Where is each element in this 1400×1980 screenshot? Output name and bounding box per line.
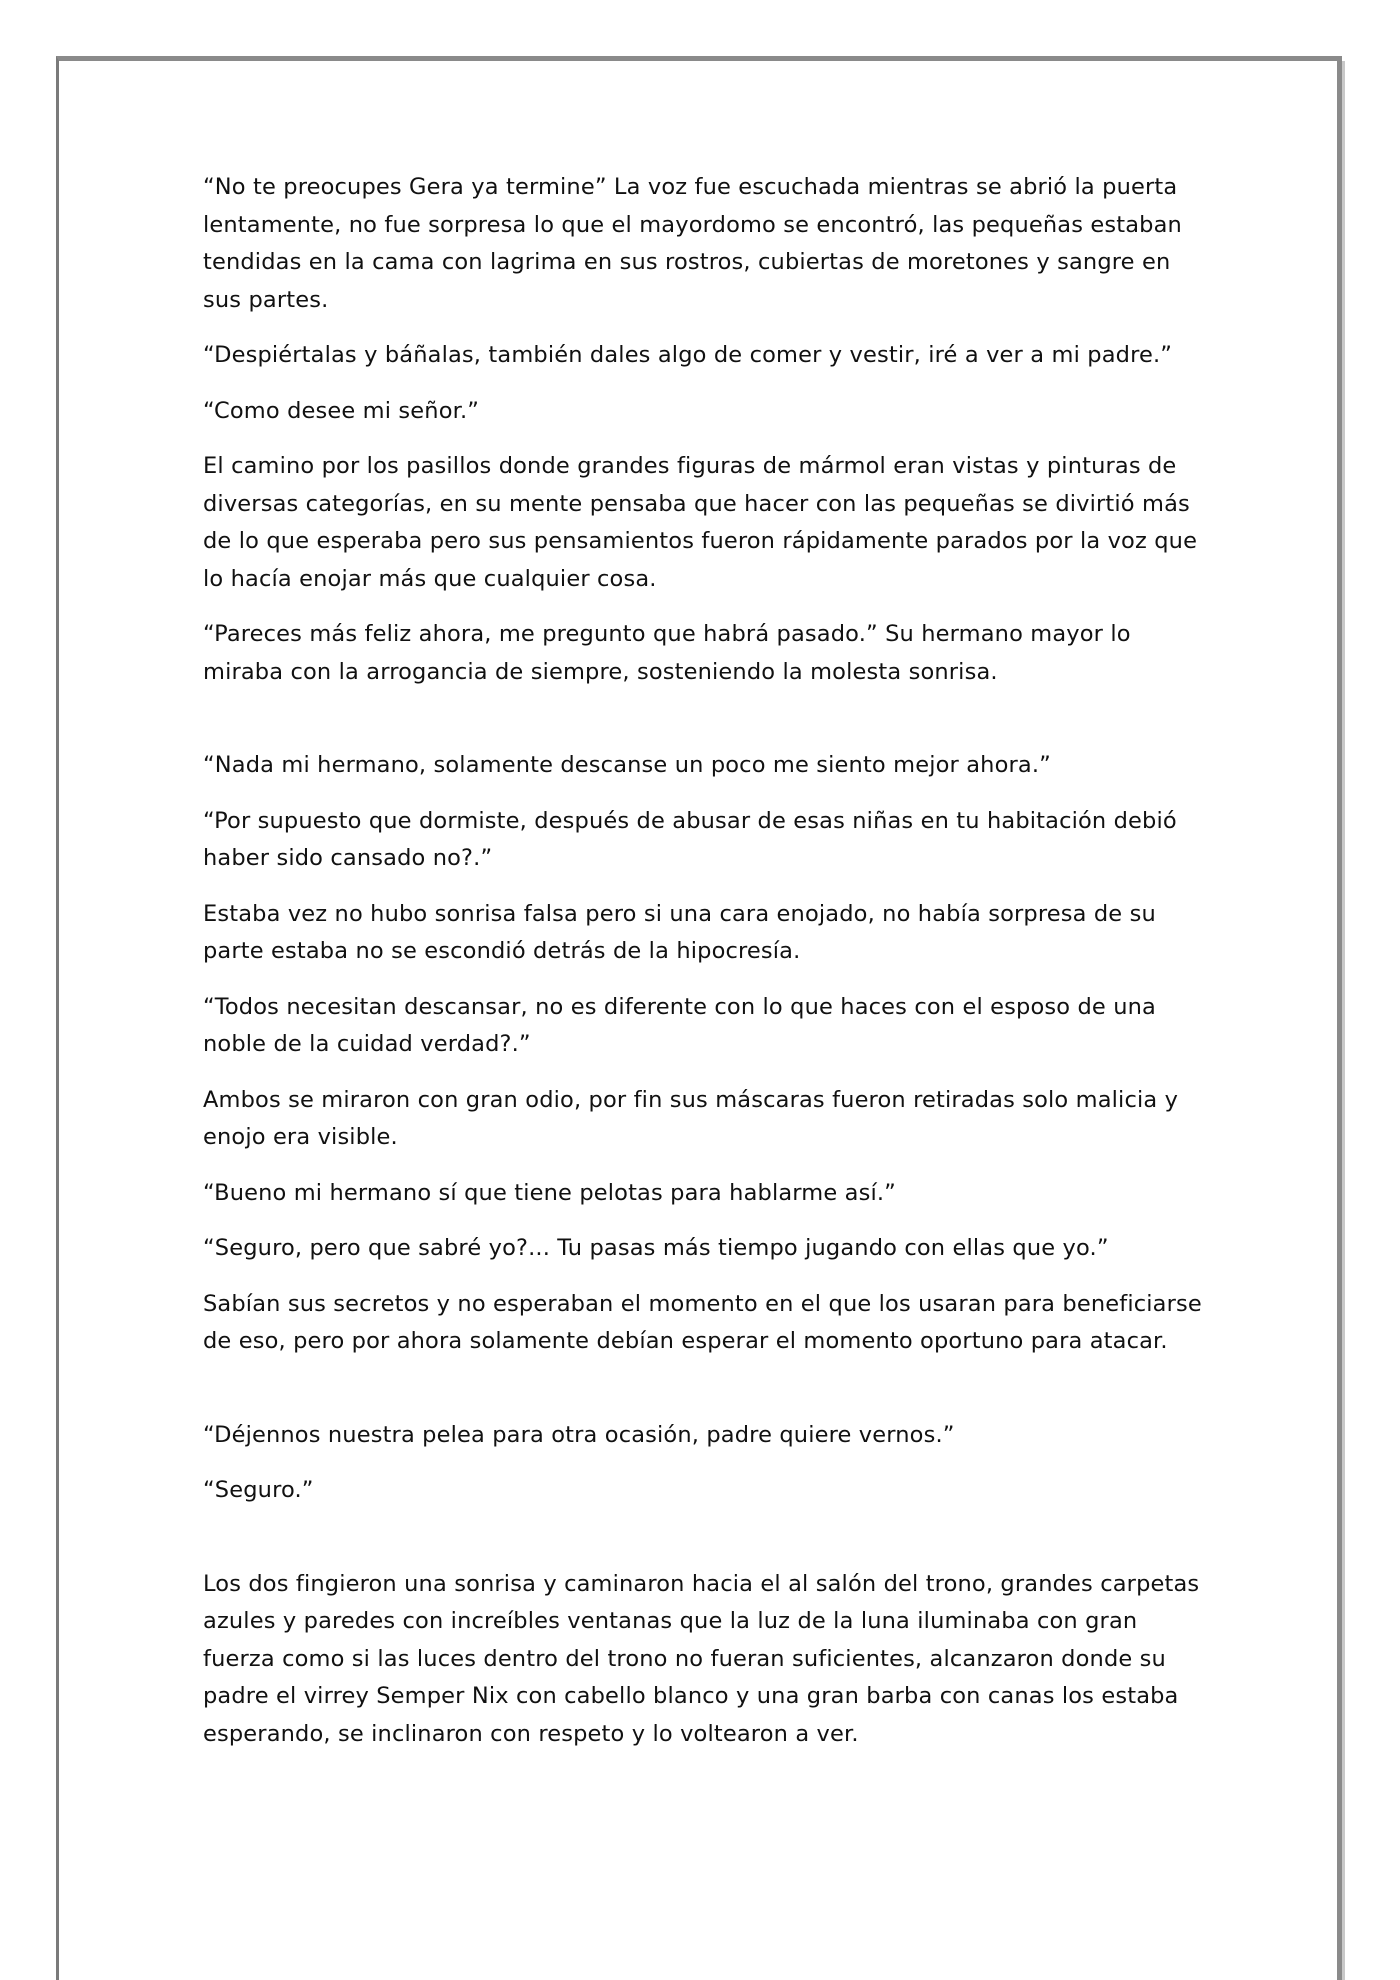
- paragraph: “Seguro.”: [203, 1477, 314, 1503]
- paragraph: Estaba vez no hubo sonrisa falsa pero si una cara enojado, no había sorpresa de su parte estaba no se escondió detrás de la hipocresía.: [203, 900, 1156, 964]
- paragraph: “Todos necesitan descansar, no es diferente con lo que haces con el esposo de una noble de la cuidad verdad?.”: [203, 993, 1156, 1057]
- document-page: [56, 56, 1342, 1980]
- paragraph: Sabían sus secretos y no esperaban el momento en el que los usaran para beneficiarse de eso, pero por ahora solamente debían esperar el momento oportuno para atacar.: [203, 1290, 1202, 1354]
- paragraph: El camino por los pasillos donde grandes figuras de mármol eran vistas y pinturas de diversas categorías, en su mente pensaba que hacer con las pequeñas se divirtió más de lo que esperaba pero sus pensamientos fueron rápidamente parados por la voz que lo hacía enojar más que cualquier cosa.: [203, 453, 1198, 592]
- paragraph: “No te preocupes Gera ya termine” La voz fue escuchada mientras se abrió la puerta lentamente, no fue sorpresa lo que el mayordomo se encontró, las pequeñas estaban tendidas en la cama con lagrima en sus rostros, cubiertas de moretones y sangre en sus partes.: [203, 174, 1182, 313]
- paragraph: “Nada mi hermano, solamente descanse un poco me siento mejor ahora.”: [203, 752, 1051, 778]
- document-body: [203, 169, 1213, 1771]
- paragraph: “Seguro, pero que sabré yo?... Tu pasas más tiempo jugando con ellas que yo.”: [203, 1235, 1109, 1261]
- paragraph: “Pareces más feliz ahora, me pregunto que habrá pasado.” Su hermano mayor lo miraba con la arrogancia de siempre, sosteniendo la molesta sonrisa.: [203, 621, 1131, 685]
- paragraph: “Como desee mi señor.”: [203, 397, 480, 424]
- paragraph: “Despiértalas y báñalas, también dales algo de comer y vestir, iré a ver a mi padre.”: [203, 342, 1173, 368]
- paragraph: Ambos se miraron con gran odio, por fin sus máscaras fueron retiradas solo malicia y enojo era visible.: [203, 1086, 1179, 1150]
- paragraph: “Bueno mi hermano sí que tiene pelotas para hablarme así.”: [203, 1179, 896, 1206]
- paragraph: “Déjennos nuestra pelea para otra ocasión, padre quiere vernos.”: [203, 1421, 955, 1448]
- paragraph: “Por supuesto que dormiste, después de abusar de esas niñas en tu habitación debió haber sido cansado no?.”: [203, 807, 1177, 871]
- paragraph: Los dos fingieron una sonrisa y caminaron hacia el al salón del trono, grandes carpetas azules y paredes con increíbles ventanas que la luz de la luna iluminaba con gran fuerza como si las luces dentro del trono no fueran suficientes, alcanzaron donde su padre el virrey Semper Nix con cabello blanco y una gran barba con canas los estaba esperando, se inclinaron con respeto y lo voltearon a ver.: [203, 1570, 1200, 1747]
